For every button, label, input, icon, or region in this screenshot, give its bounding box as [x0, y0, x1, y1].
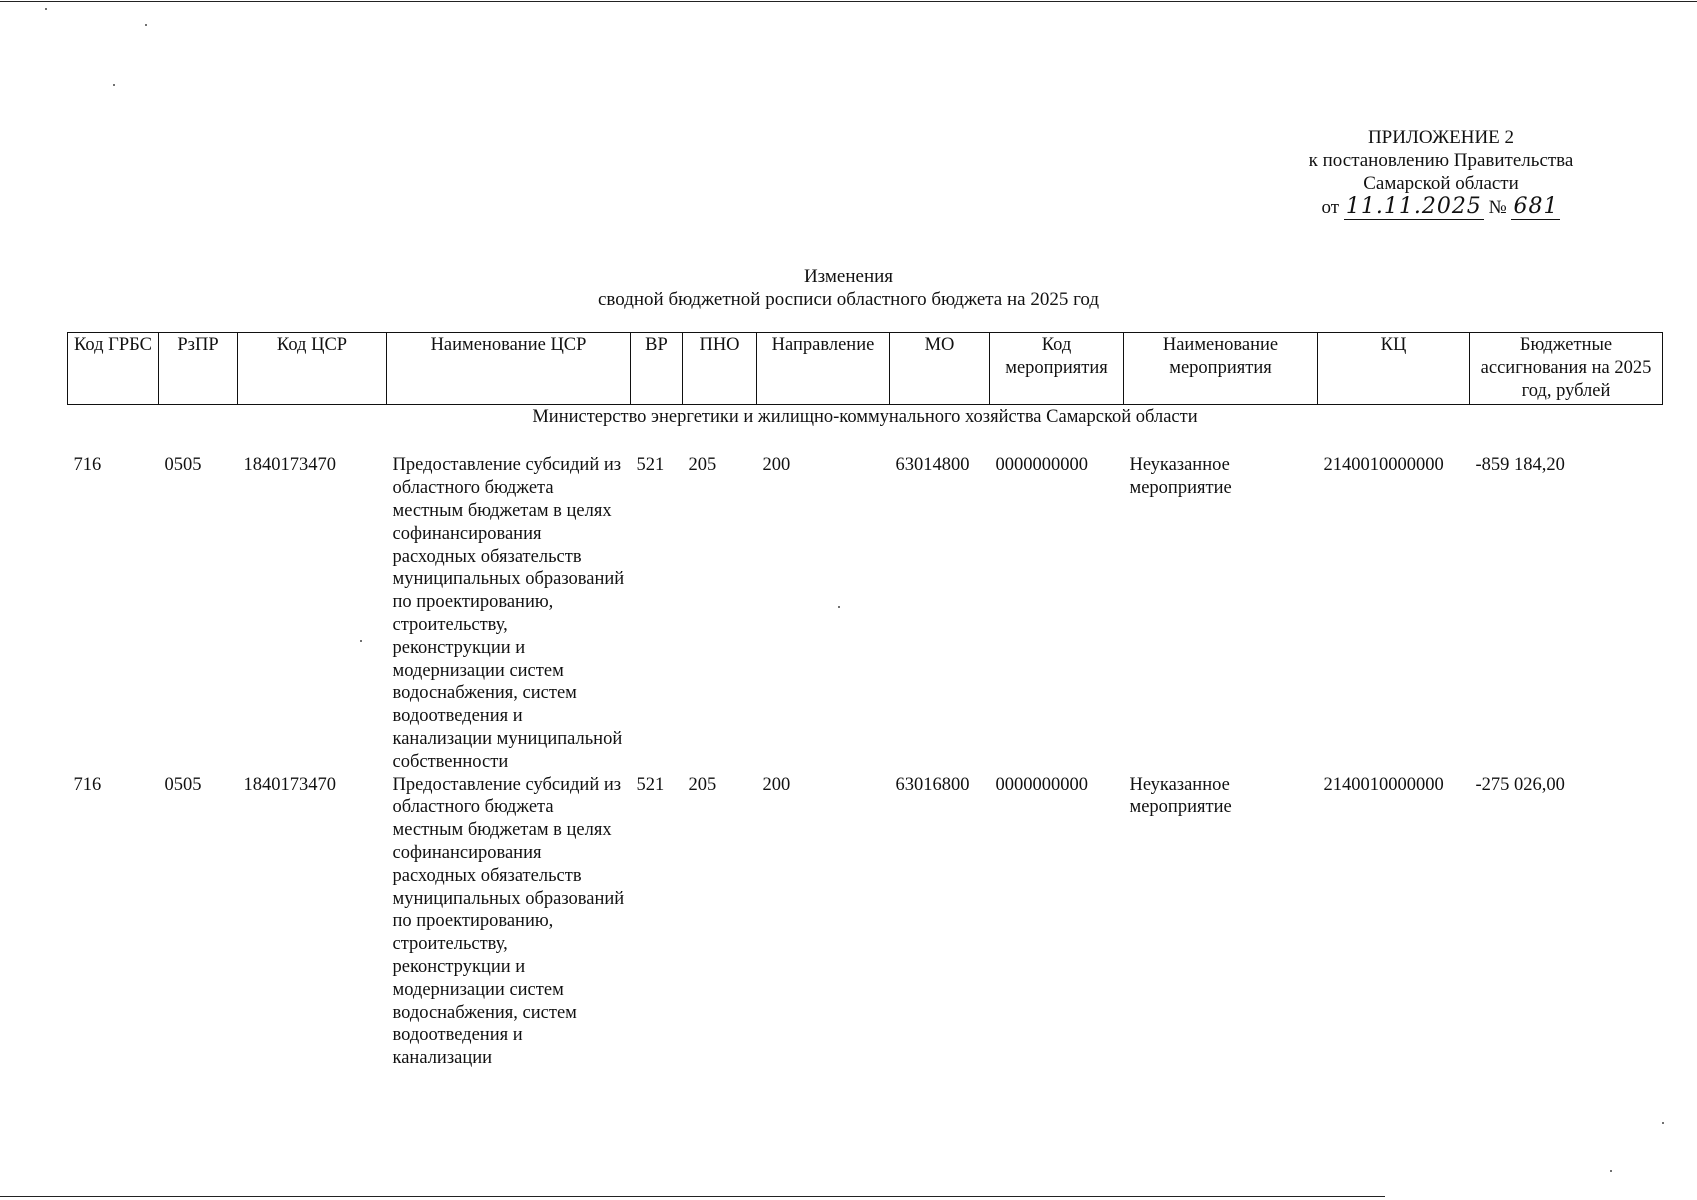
table-header-row — [68, 333, 1663, 405]
cell-csr: 1840173470 — [243, 455, 336, 476]
cell-grbs: 716 — [73, 774, 102, 795]
scan-edge-bottom — [0, 1196, 1385, 1197]
appendix-line-1: к постановлению Правительства — [1308, 150, 1574, 171]
cell-mo: 63014800 — [895, 455, 970, 476]
date-prefix: от — [1321, 197, 1340, 218]
section-row — [68, 405, 1663, 455]
header-cell: Код мероприятия — [990, 333, 1124, 405]
cell-pno: 205 — [688, 455, 717, 476]
cell-kc: 2140010000000 — [1323, 774, 1444, 795]
table-row — [68, 454, 1663, 773]
cell-csr-name: Предоставление субсидий из областного бюджета местным бюджетам в целях софинансирования расходных обязательств муниципальных образований по проектированию, строительству, реконструкции и модернизации систем водоснабжения, систем водоотведения и канализации муниципальной собственности — [392, 455, 625, 772]
header-cell: КЦ — [1318, 333, 1470, 405]
cell-csr: 1840173470 — [243, 774, 336, 795]
cell-vr: 521 — [636, 455, 665, 476]
header-cell: Наименование мероприятия — [1124, 333, 1318, 405]
scan-speck — [1610, 1170, 1612, 1172]
scan-speck — [113, 84, 115, 86]
header-cell: Наименование ЦСР — [387, 333, 631, 405]
cell-direction: 200 — [762, 774, 791, 795]
document-title — [0, 265, 1697, 311]
budget-table — [67, 332, 1663, 1070]
cell-grbs: 716 — [73, 455, 102, 476]
handwritten-number: 681 — [1513, 194, 1559, 219]
header-cell: Код ЦСР — [238, 333, 387, 405]
cell-amount: -859 184,20 — [1475, 455, 1565, 476]
header-cell: Направление — [757, 333, 890, 405]
cell-kc: 2140010000000 — [1323, 455, 1444, 476]
cell-rzpr: 0505 — [164, 774, 202, 795]
title-line-1: Изменения — [803, 266, 894, 287]
number-prefix: № — [1488, 197, 1507, 218]
scan-speck — [145, 24, 147, 26]
title-line-2: сводной бюджетной росписи областного бюджета на 2025 год — [597, 289, 1100, 310]
cell-direction: 200 — [762, 455, 791, 476]
cell-mo: 63016800 — [895, 774, 970, 795]
cell-amount: -275 026,00 — [1475, 774, 1565, 795]
header-cell: ПНО — [683, 333, 757, 405]
header-cell: РзПР — [159, 333, 238, 405]
table-row — [68, 774, 1663, 1070]
cell-rzpr: 0505 — [164, 455, 202, 476]
scan-speck — [45, 8, 47, 10]
section-title: Министерство энергетики и жилищно-коммунального хозяйства Самарской области — [532, 407, 1198, 428]
appendix-block — [1281, 126, 1601, 219]
cell-event-name: Неуказанное мероприятие — [1129, 455, 1232, 499]
appendix-date-line — [1281, 195, 1601, 219]
header-cell: МО — [890, 333, 990, 405]
header-cell: Код ГРБС — [68, 333, 159, 405]
header-cell: Бюджетные ассигнования на 2025 год, рублей — [1470, 333, 1663, 405]
handwritten-date: 11.11.2025 — [1345, 194, 1482, 219]
cell-vr: 521 — [636, 774, 665, 795]
header-cell: ВР — [631, 333, 683, 405]
scan-speck — [1662, 1122, 1664, 1124]
cell-event-code: 0000000000 — [995, 455, 1088, 476]
appendix-title: ПРИЛОЖЕНИЕ 2 — [1367, 127, 1515, 148]
cell-pno: 205 — [688, 774, 717, 795]
appendix-line-2: Самарской области — [1363, 173, 1519, 194]
cell-event-code: 0000000000 — [995, 774, 1088, 795]
scan-edge-top — [0, 1, 1697, 2]
cell-csr-name: Предоставление субсидий из областного бюджета местным бюджетам в целях софинансирования расходных обязательств муниципальных образований по проектированию, строительству, реконструкции и модернизации систем водоснабжения, систем водоотведения и канализации — [392, 774, 625, 1069]
cell-event-name: Неуказанное мероприятие — [1129, 774, 1232, 818]
